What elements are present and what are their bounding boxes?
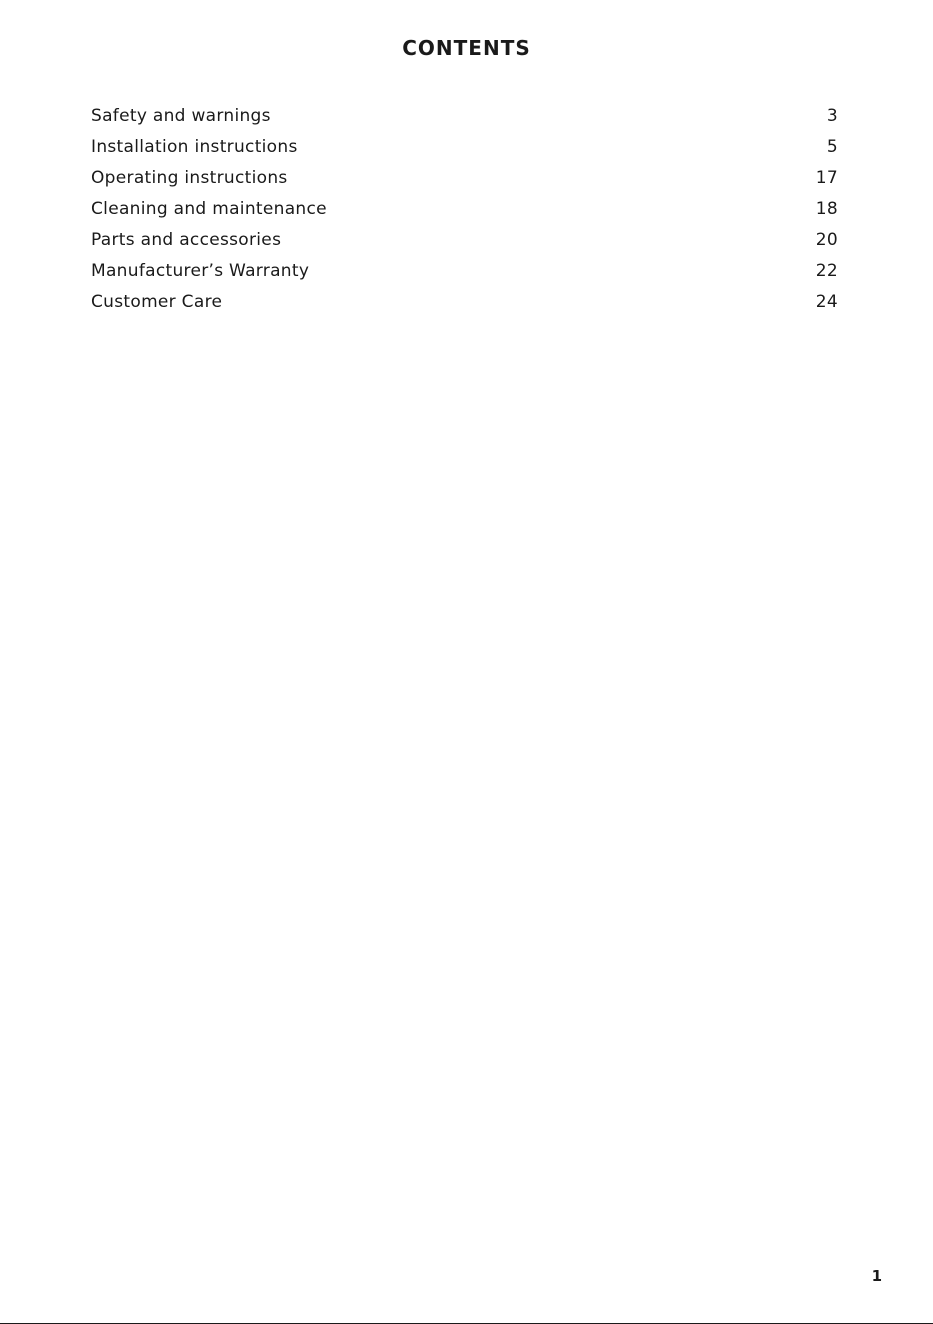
toc-entry-page: 18 — [815, 199, 838, 219]
toc-entry-label: Customer Care — [91, 292, 223, 312]
toc-entry-label: Installation instructions — [91, 137, 298, 157]
toc-entry-page: 20 — [815, 230, 838, 250]
toc-entry-label: Safety and warnings — [91, 106, 271, 126]
page-number: 1 — [871, 1267, 882, 1285]
table-of-contents — [91, 101, 838, 318]
toc-entry-operating-instructions[interactable] — [91, 163, 838, 194]
toc-entry-manufacturers-warranty[interactable] — [91, 256, 838, 287]
toc-entry-label: Operating instructions — [91, 168, 288, 188]
toc-entry-customer-care[interactable] — [91, 287, 838, 318]
toc-entry-label: Parts and accessories — [91, 230, 282, 250]
page-title: CONTENTS — [402, 36, 531, 60]
toc-entry-page: 24 — [815, 292, 838, 312]
toc-entry-label: Cleaning and maintenance — [91, 199, 327, 219]
toc-entry-page: 22 — [815, 261, 838, 281]
toc-entry-installation-instructions[interactable] — [91, 132, 838, 163]
toc-entry-label: Manufacturer’s Warranty — [91, 261, 310, 281]
toc-entry-cleaning-and-maintenance[interactable] — [91, 194, 838, 225]
toc-entry-parts-and-accessories[interactable] — [91, 225, 838, 256]
toc-entry-page: 3 — [826, 106, 838, 126]
toc-entry-safety-and-warnings[interactable] — [91, 101, 838, 132]
toc-entry-page: 5 — [826, 137, 838, 157]
toc-entry-page: 17 — [815, 168, 838, 188]
